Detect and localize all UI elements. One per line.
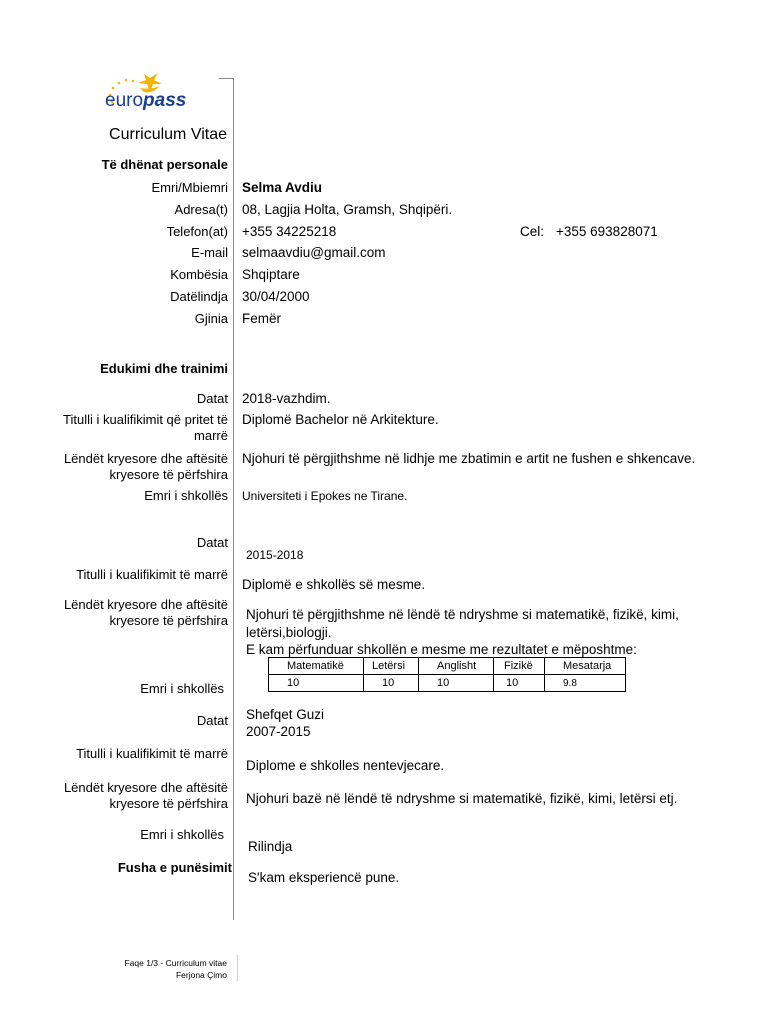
value-name: Selma Avdiu xyxy=(242,180,323,195)
header-tick xyxy=(219,78,234,79)
label-gender: Gjinia xyxy=(194,311,228,326)
label-title-3: Titulli i kualifikimit të marrë xyxy=(76,746,228,761)
cv-title: Curriculum Vitae xyxy=(109,126,227,143)
grades-value-row xyxy=(269,675,626,692)
label-date-2: Datat xyxy=(196,535,228,550)
footer-author: Ferjona Çimo xyxy=(175,970,227,980)
grade-value-cell: 9.8 xyxy=(545,675,626,692)
label-name: Emri/Mbiemri xyxy=(151,180,228,195)
value-gender: Femër xyxy=(242,311,282,326)
footer-page: Faqe 1/3 - Curriculum vitae xyxy=(124,958,227,968)
value-school-prev: Shefqet Guzi xyxy=(246,707,325,722)
value-email: selmaavdiu@gmail.com xyxy=(242,245,386,260)
label-subjects-2: Lëndët kryesore dhe aftësitë kryesore të përfshira xyxy=(63,597,228,628)
value-date-3: 2007-2015 xyxy=(246,724,311,739)
value-cel: +355 693828071 xyxy=(556,224,658,239)
value-subjects-1: Njohuri të përgjithshme në lidhje me zbatimin e artit ne fushen e shkencave. xyxy=(242,451,696,466)
grade-value-cell: 10 xyxy=(494,675,545,692)
value-phone: +355 34225218 xyxy=(242,224,337,239)
europass-euro-text: euro xyxy=(105,90,144,111)
grades-header-row xyxy=(269,658,626,675)
grade-header-cell: Fizikë xyxy=(494,658,545,675)
label-nationality: Kombësia xyxy=(170,267,228,282)
label-date-1: Datat xyxy=(196,391,228,406)
label-date-3: Datat xyxy=(196,713,228,728)
section-work: Fusha e punësimit xyxy=(117,860,232,875)
value-date-2: 2015-2018 xyxy=(246,548,304,562)
label-phone: Telefon(at) xyxy=(166,224,228,239)
value-address: 08, Lagjia Holta, Gramsh, Shqipëri. xyxy=(242,202,453,217)
label-address: Adresa(t) xyxy=(174,202,228,217)
grade-value-cell: 10 xyxy=(364,675,419,692)
grade-value-cell: 10 xyxy=(269,675,364,692)
value-birthdate: 30/04/2000 xyxy=(242,289,310,304)
value-title-2: Diplomë e shkollës së mesme. xyxy=(242,577,426,592)
value-school-3: Rilindja xyxy=(248,839,293,854)
value-subjects-2a: Njohuri të përgjithshme në lëndë të ndryshme si matematikë, fizikë, kimi, xyxy=(246,607,679,622)
label-email: E-mail xyxy=(191,245,228,260)
grade-header-cell: Anglisht xyxy=(419,658,494,675)
label-subjects-3: Lëndët kryesore dhe aftësitë kryesore të përfshira xyxy=(63,780,228,811)
grade-header-cell: Mesatarja xyxy=(545,658,626,675)
value-subjects-2c: E kam përfunduar shkollën e mesme me rezultatet e mëposhtme: xyxy=(246,642,637,657)
value-subjects-3: Njohuri bazë në lëndë të ndryshme si matematikë, fizikë, kimi, letërsi etj. xyxy=(246,791,678,806)
value-date-1: 2018-vazhdim. xyxy=(242,391,331,406)
value-nationality: Shqiptare xyxy=(242,267,300,282)
label-birthdate: Datëlindja xyxy=(170,289,228,304)
label-title-2: Titulli i kualifikimit të marrë xyxy=(76,567,228,582)
footer-divider xyxy=(237,955,238,981)
value-work: S'kam eksperiencë pune. xyxy=(248,870,400,885)
grade-header-cell: Letërsi xyxy=(364,658,419,675)
section-education: Edukimi dhe trainimi xyxy=(100,361,228,376)
europass-logo xyxy=(100,70,200,120)
value-school-1: Universiteti i Epokes ne Tirane. xyxy=(242,489,408,503)
label-cel: Cel: xyxy=(520,224,545,239)
label-school-1: Emri i shkollës xyxy=(144,488,228,503)
column-divider xyxy=(233,78,234,920)
value-title-3: Diplome e shkolles nentevjecare. xyxy=(246,758,445,773)
value-subjects-2b: letërsi,biologji. xyxy=(246,625,332,640)
value-title-1: Diplomë Bachelor në Arkitekture. xyxy=(242,412,439,427)
label-subjects-1: Lëndët kryesore dhe aftësitë kryesore të përfshira xyxy=(63,451,228,482)
section-personal: Të dhënat personale xyxy=(101,157,228,172)
europass-pass-text: pass xyxy=(143,90,187,111)
label-title-1: Titulli i kualifikimit që pritet të marrë xyxy=(63,412,228,443)
grades-table xyxy=(268,657,626,692)
grade-header-cell: Matematikë xyxy=(269,658,364,675)
label-school-2: Emri i shkollës xyxy=(140,681,224,696)
grade-value-cell: 10 xyxy=(419,675,494,692)
label-school-3: Emri i shkollës xyxy=(140,827,224,842)
